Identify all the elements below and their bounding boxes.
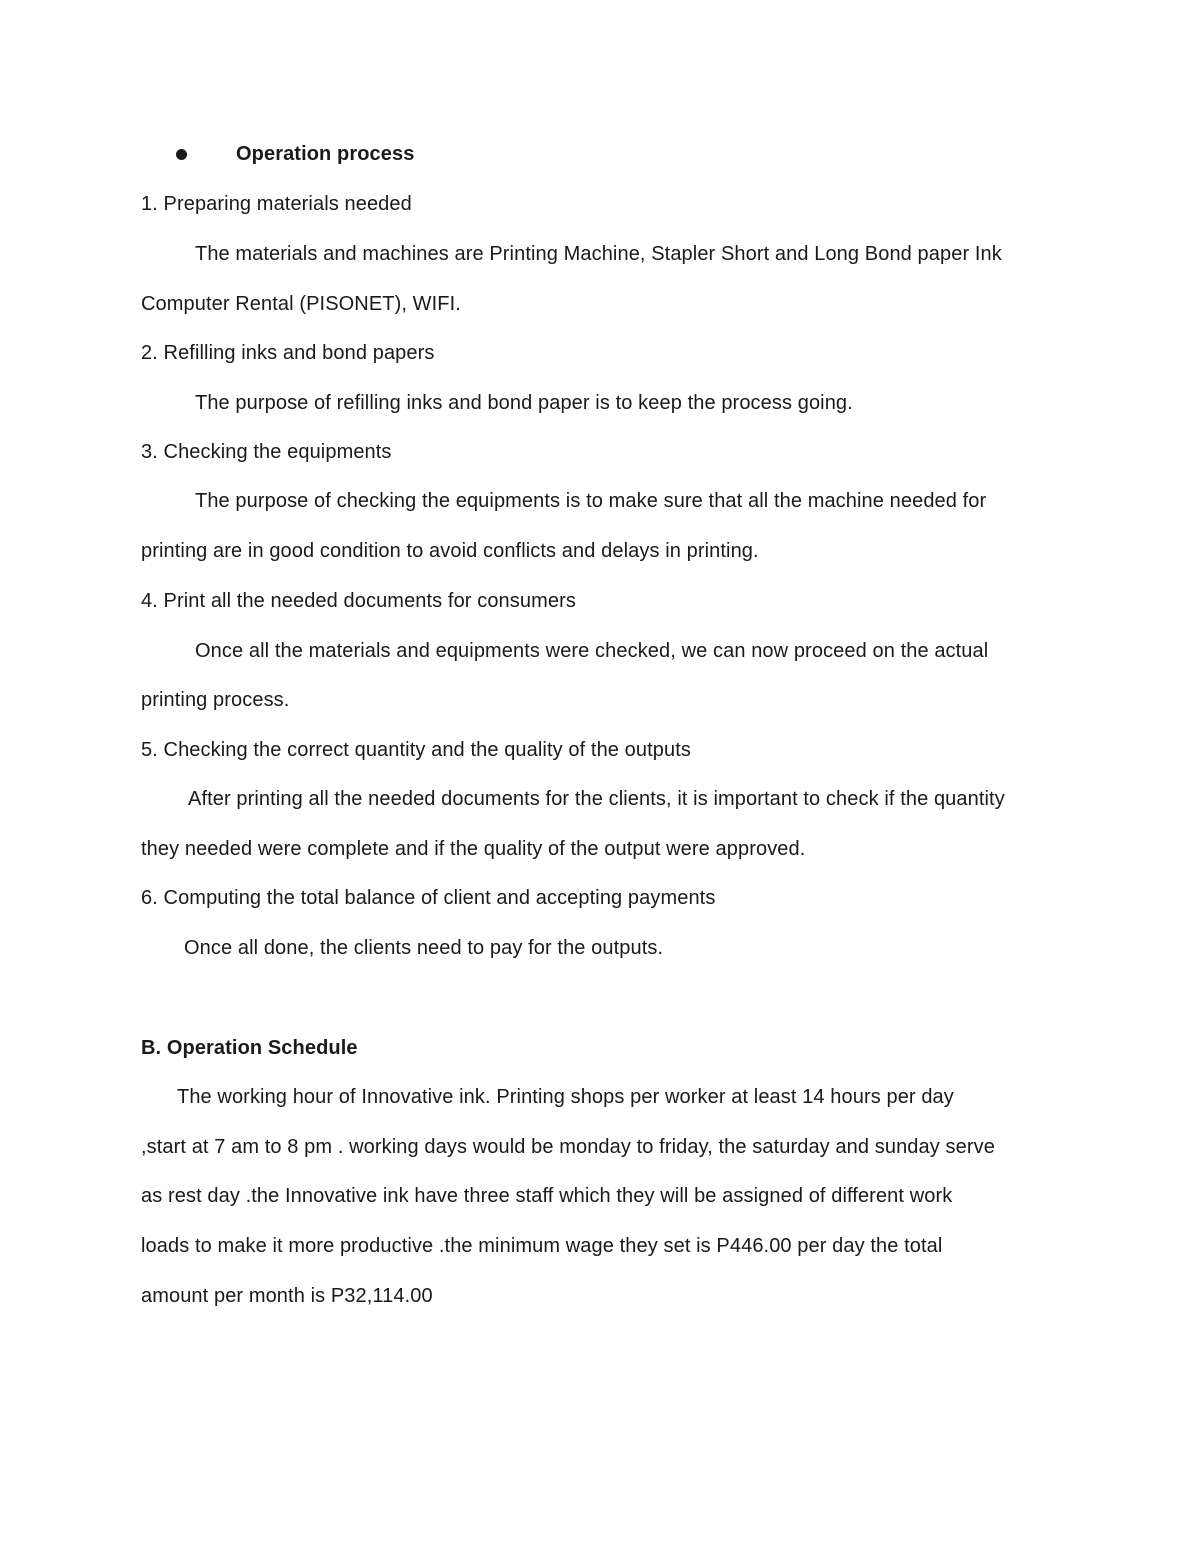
step-5-title: 5. Checking the correct quantity and the quality of the outputs (141, 739, 691, 761)
step-5-body-line-2: they needed were complete and if the quality of the output were approved. (141, 838, 806, 860)
step-1-body-line-2: Computer Rental (PISONET), WIFI. (141, 293, 461, 315)
section-b-heading: B. Operation Schedule (141, 1037, 358, 1059)
step-4-title: 4. Print all the needed documents for consumers (141, 590, 576, 612)
bullet-icon (176, 149, 187, 160)
step-6-body-line-1: Once all done, the clients need to pay for the outputs. (184, 937, 664, 959)
schedule-line-1: The working hour of Innovative ink. Printing shops per worker at least 14 hours per day (177, 1086, 954, 1108)
schedule-line-4: loads to make it more productive .the minimum wage they set is P446.00 per day the total (141, 1235, 943, 1257)
schedule-line-3: as rest day .the Innovative ink have three staff which they will be assigned of different work (141, 1185, 953, 1207)
step-6-title: 6. Computing the total balance of client and accepting payments (141, 887, 716, 909)
step-2-body-line-1: The purpose of refilling inks and bond paper is to keep the process going. (195, 392, 853, 414)
step-2-title: 2. Refilling inks and bond papers (141, 342, 435, 364)
step-4-body-line-2: printing process. (141, 689, 290, 711)
step-3-title: 3. Checking the equipments (141, 441, 392, 463)
schedule-line-2: ,start at 7 am to 8 pm . working days would be monday to friday, the saturday and sunday serve (141, 1136, 995, 1158)
step-4-body-line-1: Once all the materials and equipments were checked, we can now proceed on the actual (195, 640, 989, 662)
step-5-body-line-1: After printing all the needed documents for the clients, it is important to check if the quantity (188, 788, 1005, 810)
step-3-body-line-2: printing are in good condition to avoid conflicts and delays in printing. (141, 540, 759, 562)
step-1-title: 1. Preparing materials needed (141, 193, 412, 215)
step-1-body-line-1: The materials and machines are Printing Machine, Stapler Short and Long Bond paper Ink (195, 243, 1002, 265)
section-a-heading: Operation process (236, 143, 415, 165)
step-3-body-line-1: The purpose of checking the equipments is to make sure that all the machine needed for (195, 490, 987, 512)
schedule-line-5: amount per month is P32,114.00 (141, 1285, 433, 1307)
